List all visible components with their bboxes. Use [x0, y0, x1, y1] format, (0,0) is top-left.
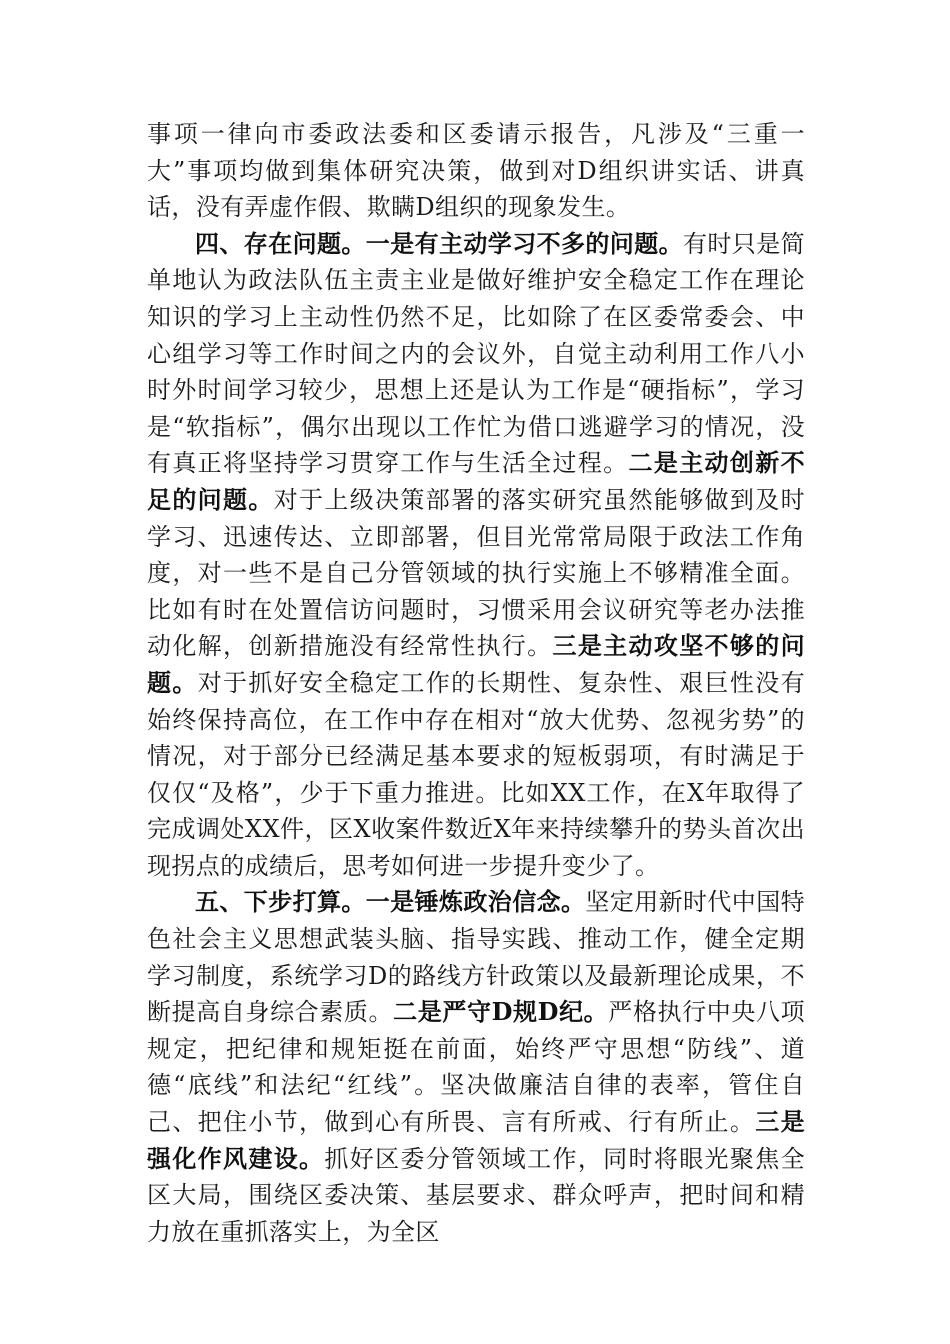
subheading-tackling: 三是主动攻坚不够的问题。: [147, 631, 805, 697]
section-heading-next-steps: 五、下步打算。一是锤炼政治信念。: [195, 887, 586, 917]
paragraph-text: 坚定用新时代中国特色社会主义思想武装头脑、指导实践、推动工作，健全定期学习制度，系统学习D的路线方针政策以及最新理论成果，不断提高自身综合素质。: [147, 888, 806, 1027]
paragraph-text: 事项一律向市委政法委和区委请示报告，凡涉及“三重一大”事项均做到集体研究决策，做到对D组织讲实话、讲真话，没有弄虚作假、欺瞒D组织的现象发生。: [147, 120, 805, 222]
section-heading-problems: 四、存在问题。一是有主动学习不多的问题。: [195, 228, 683, 258]
paragraph-continuation: [147, 116, 805, 226]
paragraph-text: 对于上级决策部署的落实研究虽然能够做到及时学习、迅速传达、立即部署，但目光常常局限于政法工作角度，对一些不是自己分管领域的执行实施上不够精准全面。比如有时在处置信访问题时，习惯采用会议研究等老办法推动化解，创新措施没有经常性执行。: [147, 485, 805, 661]
subheading-innovation: 二是主动创新不足的问题。: [147, 448, 805, 514]
subheading-work-style: 三是强化作风建设。: [147, 1107, 805, 1173]
subheading-discipline: 二是严守D规D纪。: [393, 997, 609, 1027]
document-body: [147, 116, 805, 1250]
paragraph-text: 抓好区委分管领域工作，同时将眼光聚焦全区大局，围绕区委决策、基层要求、群众呼声，把时间和精力放在重抓落实上，为全区: [147, 1144, 805, 1246]
paragraph-text: 对于抓好安全稳定工作的长期性、复杂性、艰巨性没有始终保持高位，在工作中存在相对“放大优势、忽视劣势”的情况，对于部分已经满足基本要求的短板弱项，有时满足于仅仅“及格”，少于下重力推进。比如XX工作，在X年取得了完成调处XX件，区X收案件数近X年来持续攀升的势头首次出现拐点的成绩后，思考如何进一步提升变少了。: [147, 668, 805, 880]
paragraph-text: 严格执行中央八项规定，把纪律和规矩挺在前面，始终严守思想“防线”、道德“底线”和法纪“红线”。坚决做廉洁自律的表率，管住自己、把住小节，做到心有所畏、言有所戒、行有所止。: [147, 998, 805, 1137]
paragraph-next-steps: [147, 884, 805, 1250]
paragraph-existing-problems: [147, 226, 805, 885]
paragraph-text: 有时只是简单地认为政法队伍主责主业是做好维护安全稳定工作在理论知识的学习上主动性仍然不足，比如除了在区委常委会、中心组学习等工作时间之内的会议外，自觉主动利用工作八小时外时间学习较少，思想上还是认为工作是“硬指标”，学习是“软指标”，偶尔出现以工作忙为借口逃避学习的情况，没有真正将坚持学习贯穿工作与生活全过程。: [147, 229, 805, 478]
